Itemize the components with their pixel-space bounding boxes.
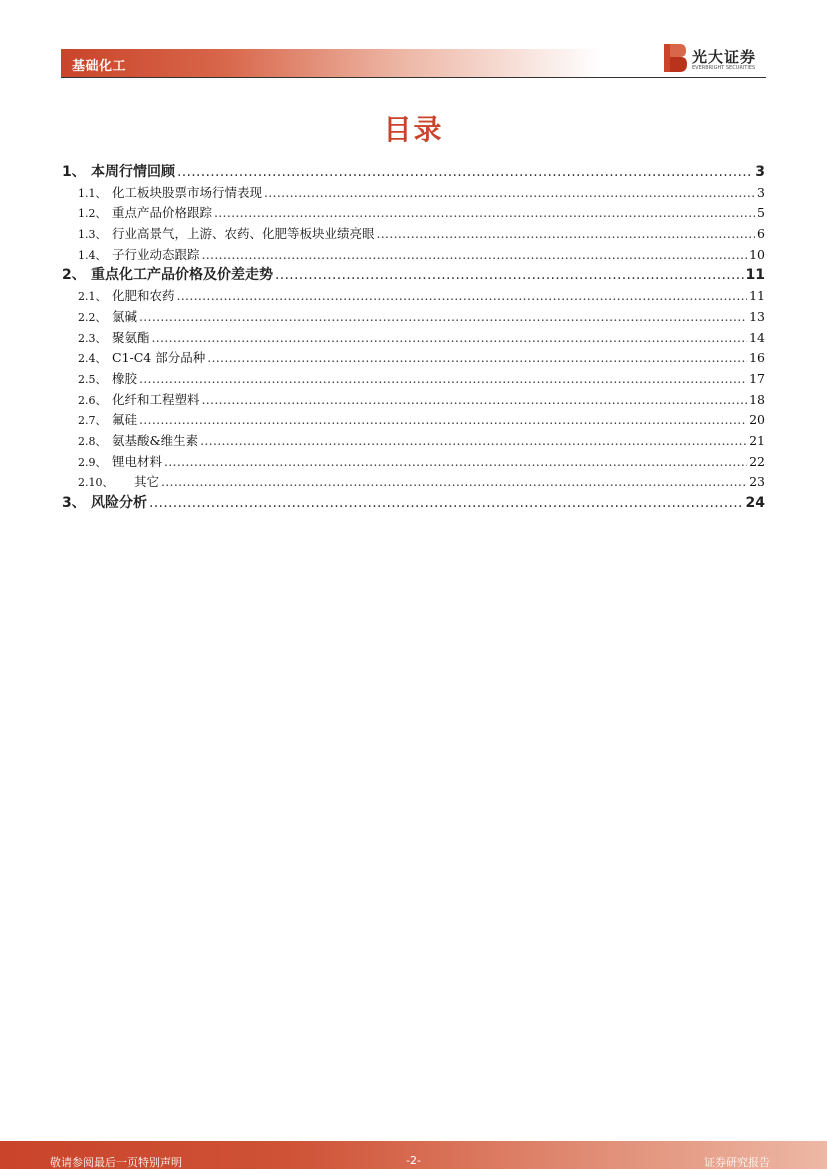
toc-entry-page: 10: [749, 246, 765, 262]
toc-entry-title: 重点产品价格跟踪: [112, 205, 213, 221]
toc-entry-title: C1-C4 部分品种: [112, 350, 206, 366]
table-of-contents: [62, 162, 765, 514]
company-logo: [662, 42, 772, 76]
toc-entry-title: 其它: [134, 474, 160, 490]
toc-entry-page: 17: [749, 370, 765, 386]
toc-entry[interactable]: [62, 452, 765, 473]
toc-entry-title: 化肥和农药: [112, 288, 175, 304]
footer-report-type: 证券研究报告: [704, 1156, 770, 1169]
toc-dot-leader: [202, 390, 748, 411]
toc-entry-title: 重点化工产品价格及价差走势: [91, 267, 273, 284]
toc-entry-title: 氨基酸&维生素: [112, 432, 199, 448]
toc-entry-title: 橡胶: [112, 370, 138, 386]
toc-entry-number: 2.4、: [78, 352, 107, 366]
toc-entry-number: 2.2、: [78, 310, 107, 324]
toc-entry-number: 1.1、: [78, 186, 107, 200]
toc-entry-number: 2.9、: [78, 455, 107, 469]
toc-entry-page: 24: [745, 495, 765, 511]
toc-entry-page: 16: [749, 350, 765, 366]
toc-dot-leader: [275, 265, 744, 286]
toc-entry[interactable]: [62, 431, 765, 452]
toc-entry-title: 锂电材料: [112, 453, 163, 469]
toc-dot-leader: [202, 245, 748, 266]
logo-name: 光大证券: [692, 48, 757, 66]
footer-page-number: -2-: [406, 1154, 421, 1167]
header-bar: [61, 49, 601, 77]
toc-entry[interactable]: [62, 286, 765, 307]
toc-entry-page: 20: [749, 412, 765, 428]
toc-entry-number: 2.3、: [78, 331, 107, 345]
toc-entry-page: 18: [749, 391, 765, 407]
footer-disclaimer: 敬请参阅最后一页特别声明: [50, 1156, 182, 1169]
toc-dot-leader: [164, 452, 747, 473]
toc-entry-number: 1.3、: [78, 228, 107, 242]
toc-entry[interactable]: [62, 369, 765, 390]
toc-entry-title: 风险分析: [91, 495, 147, 511]
toc-dot-leader: [177, 162, 753, 183]
toc-dot-leader: [177, 286, 748, 307]
toc-dot-leader: [200, 431, 747, 452]
toc-entry-number: 2.10、: [78, 476, 114, 490]
toc-dot-leader: [139, 307, 747, 328]
toc-entry[interactable]: [62, 245, 765, 266]
header-divider: [61, 77, 766, 78]
toc-entry-page: 6: [757, 226, 765, 242]
toc-title: 目录: [383, 113, 444, 146]
toc-entry-title: 行业高景气，上游、农药、化肥等板块业绩亮眼: [112, 226, 375, 242]
toc-entry-number: 2.5、: [78, 372, 107, 386]
toc-entry-page: 11: [749, 288, 765, 304]
toc-entry-number: 1.4、: [78, 248, 107, 262]
toc-entry-page: 23: [749, 474, 765, 490]
toc-entry-number: 1.2、: [78, 207, 107, 221]
toc-entry-page: 3: [757, 184, 765, 200]
toc-entry-number: 2、: [62, 267, 86, 284]
toc-entry-number: 2.1、: [78, 290, 107, 304]
toc-entry[interactable]: [62, 224, 765, 245]
toc-entry[interactable]: [62, 183, 765, 204]
toc-entry-page: 5: [757, 205, 765, 221]
toc-entry[interactable]: [62, 203, 765, 224]
toc-entry[interactable]: [62, 472, 765, 493]
toc-entry-title: 化纤和工程塑料: [112, 391, 200, 407]
toc-entry-page: 3: [755, 164, 765, 180]
toc-entry-number: 1、: [62, 164, 86, 180]
toc-dot-leader: [139, 410, 747, 431]
toc-entry[interactable]: [62, 328, 765, 349]
toc-entry-title: 氟硅: [112, 412, 138, 428]
toc-dot-leader: [264, 183, 755, 204]
toc-dot-leader: [149, 493, 744, 514]
toc-entry-title: 本周行情回顾: [91, 164, 175, 180]
toc-entry[interactable]: [62, 162, 765, 183]
section-label: 基础化工: [72, 59, 127, 74]
toc-entry-title: 子行业动态跟踪: [112, 246, 200, 262]
toc-entry-number: 3、: [62, 495, 86, 511]
toc-dot-leader: [139, 369, 747, 390]
toc-dot-leader: [161, 472, 747, 493]
toc-entry[interactable]: [62, 390, 765, 411]
toc-dot-leader: [377, 224, 756, 245]
toc-entry[interactable]: [62, 410, 765, 431]
logo-mark-icon: [662, 42, 688, 74]
toc-entry-page: 14: [749, 329, 765, 345]
toc-entry-title: 聚氨酯: [112, 329, 150, 345]
toc-entry[interactable]: [62, 348, 765, 369]
toc-entry-page: 11: [745, 267, 765, 284]
toc-entry-number: 2.8、: [78, 434, 107, 448]
logo-subtitle: EVERBRIGHT SECURITIES: [692, 65, 756, 71]
toc-entry-number: 2.6、: [78, 393, 107, 407]
toc-entry-title: 氯碱: [112, 308, 138, 324]
toc-dot-leader: [152, 328, 748, 349]
toc-entry-number: 2.7、: [78, 414, 107, 428]
toc-entry[interactable]: [62, 493, 765, 514]
toc-entry-page: 21: [749, 432, 765, 448]
toc-entry-page: 22: [749, 453, 765, 469]
toc-entry-title: 化工板块股票市场行情表现: [112, 184, 263, 200]
toc-dot-leader: [214, 203, 755, 224]
toc-entry[interactable]: [62, 307, 765, 328]
toc-dot-leader: [207, 348, 747, 369]
toc-entry[interactable]: [62, 265, 765, 286]
toc-entry-page: 13: [749, 308, 765, 324]
